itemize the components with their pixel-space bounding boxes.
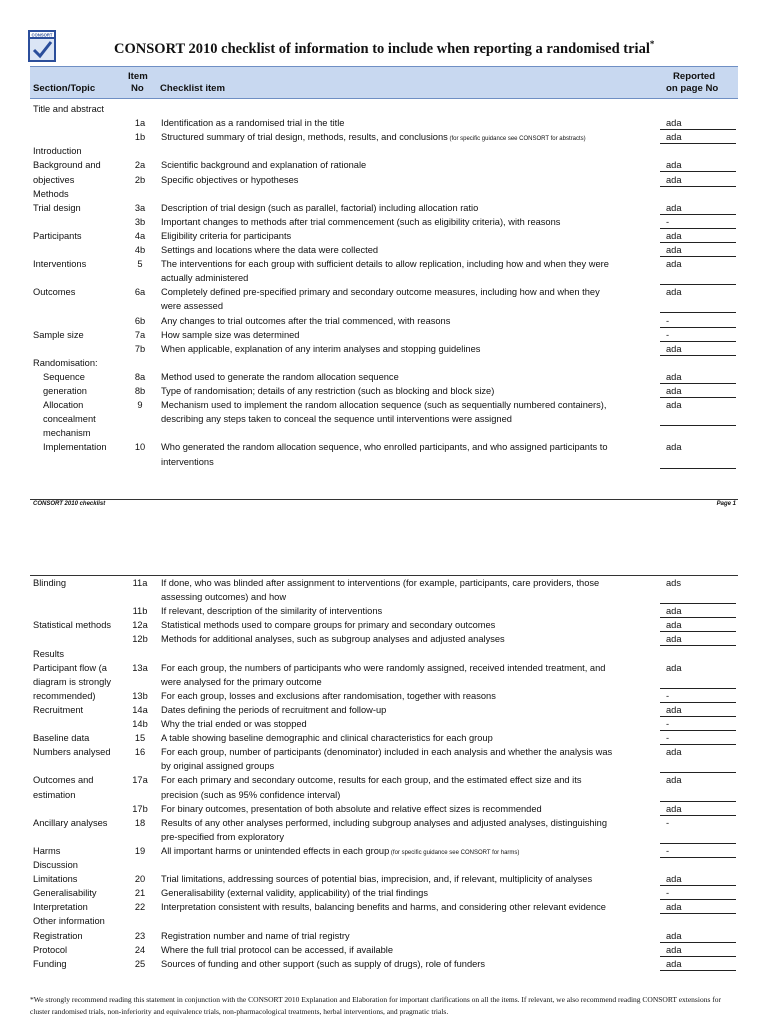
table-row bbox=[0, 914, 768, 928]
reported-page: ada bbox=[666, 386, 682, 396]
checklist-text bbox=[161, 215, 560, 229]
checklist-text-main: Methods for additional analyses, such as subgroup analyses and adjusted analyses bbox=[161, 634, 505, 645]
item-number: 15 bbox=[134, 733, 146, 744]
table-row bbox=[0, 440, 768, 454]
checklist-text bbox=[161, 299, 223, 313]
checklist-text-main: were assessed bbox=[161, 301, 224, 312]
checklist-text-main: by original assigned groups bbox=[161, 761, 275, 772]
section-label: Limitations bbox=[33, 874, 78, 885]
reported-page: ada bbox=[666, 704, 682, 715]
section-label: Title and abstract bbox=[33, 104, 104, 114]
logo-text: CONSORT bbox=[31, 32, 53, 38]
checklist-text bbox=[161, 328, 299, 342]
table-row bbox=[0, 370, 768, 384]
item-number: 13a bbox=[132, 662, 148, 673]
table-row bbox=[0, 675, 768, 689]
reported-rule bbox=[660, 970, 736, 971]
table-row bbox=[0, 647, 768, 661]
section-label: Methods bbox=[33, 188, 69, 199]
table-row bbox=[0, 844, 768, 858]
checklist-text bbox=[161, 802, 542, 816]
checklist-text-main: The interventions for each group with sufficient details to allow replication, including how and when they were bbox=[161, 259, 609, 270]
item-number: 23 bbox=[134, 930, 146, 941]
table-row bbox=[0, 201, 768, 215]
reported-page: ada bbox=[666, 606, 682, 617]
checklist-text-main: Type of randomisation; details of any restriction (such as blocking and block size) bbox=[161, 386, 495, 396]
table-row bbox=[0, 144, 768, 158]
item-number: 3b bbox=[134, 216, 146, 227]
section-label: Outcomes bbox=[33, 287, 76, 298]
section-label: generation bbox=[43, 386, 87, 396]
checklist-text-main: were analysed for the primary outcome bbox=[161, 676, 322, 687]
item-number: 9 bbox=[137, 400, 143, 411]
reported-page: ada bbox=[666, 902, 682, 913]
table-row bbox=[0, 858, 768, 872]
header-item-1: Item bbox=[128, 71, 148, 82]
section-label: Baseline data bbox=[33, 733, 90, 744]
checklist-text bbox=[161, 773, 581, 787]
section-label: Ancillary analyses bbox=[33, 817, 108, 828]
table-row bbox=[0, 816, 768, 830]
table-row bbox=[0, 173, 768, 187]
item-number: 4b bbox=[134, 245, 146, 255]
section-label: Numbers analysed bbox=[33, 747, 111, 758]
item-number: 1a bbox=[134, 118, 146, 129]
checklist-text bbox=[161, 384, 494, 398]
title-mark: * bbox=[649, 39, 655, 49]
item-number: 8b bbox=[134, 386, 146, 396]
table-row bbox=[0, 187, 768, 201]
table-row bbox=[0, 285, 768, 299]
checklist-text-main: Sources of funding and other support (such as supply of drugs), role of funders bbox=[161, 958, 486, 969]
table-header bbox=[30, 66, 738, 99]
item-number: 17b bbox=[132, 803, 148, 814]
checklist-text bbox=[161, 201, 478, 215]
checklist-text-main: If done, who was blinded after assignment to interventions (for example, participants, care providers, those bbox=[161, 578, 600, 588]
reported-page: - bbox=[666, 817, 670, 828]
checklist-text bbox=[161, 243, 378, 257]
section-label: Interpretation bbox=[33, 902, 88, 913]
item-number: 7a bbox=[134, 329, 146, 340]
item-number: 2a bbox=[134, 160, 146, 171]
section-label: Participant flow (a bbox=[33, 662, 107, 673]
checklist-text-main: Generalisability (external validity, applicability) of the trial findings bbox=[161, 888, 428, 899]
item-number: 22 bbox=[134, 902, 146, 913]
reported-page: ada bbox=[666, 202, 682, 213]
item-number: 13b bbox=[132, 690, 148, 701]
checklist-text bbox=[161, 816, 607, 830]
checklist-text bbox=[161, 943, 393, 957]
item-number: 5 bbox=[137, 259, 143, 270]
item-number: 8a bbox=[134, 371, 146, 382]
checklist-text-main: For each group, number of participants (denominator) included in each analysis and whether the analysis was bbox=[161, 747, 613, 758]
checklist-text-main: For each group, losses and exclusions after randomisation, together with reasons bbox=[161, 690, 496, 701]
checklist-text bbox=[161, 900, 606, 914]
checklist-text bbox=[161, 759, 274, 773]
reported-page: ada bbox=[666, 930, 682, 941]
checklist-text bbox=[161, 604, 382, 618]
checklist-text-main: Registration number and name of trial registry bbox=[161, 930, 350, 941]
reported-page: - bbox=[666, 733, 670, 744]
section-label: Harms bbox=[33, 845, 61, 856]
item-number: 10 bbox=[134, 442, 146, 453]
table-row bbox=[0, 215, 768, 229]
section-label: Allocation bbox=[43, 400, 84, 411]
checklist-text-main: Settings and locations where the data were collected bbox=[161, 245, 379, 255]
checklist-text-main: Eligibility criteria for participants bbox=[161, 230, 292, 241]
item-number: 12b bbox=[132, 634, 148, 645]
table-row bbox=[0, 271, 768, 285]
checklist-text bbox=[161, 173, 298, 187]
item-number: 11b bbox=[132, 606, 148, 617]
footer-rule bbox=[30, 499, 738, 500]
table-row bbox=[0, 299, 768, 313]
checklist-text bbox=[161, 689, 496, 703]
table-row bbox=[0, 412, 768, 426]
checklist-text-main: Results of any other analyses performed, including subgroup analyses and adjusted analyses, distinguishing bbox=[161, 817, 608, 828]
table-row bbox=[0, 703, 768, 717]
reported-page: - bbox=[666, 329, 670, 340]
checklist-text bbox=[161, 257, 609, 271]
table-row bbox=[0, 102, 768, 116]
reported-page: ada bbox=[666, 160, 682, 171]
section-label: Introduction bbox=[33, 146, 82, 157]
checklist-text-main: Completely defined pre-specified primary and secondary outcome measures, including how and when they bbox=[161, 287, 600, 298]
checklist-text-main: Any changes to trial outcomes after the trial commenced, with reasons bbox=[161, 315, 451, 326]
table-row bbox=[0, 632, 768, 646]
item-number: 18 bbox=[134, 817, 146, 828]
reported-page: ada bbox=[666, 662, 682, 673]
checklist-text-main: Mechanism used to implement the random allocation sequence (such as sequentially numbered containers), bbox=[161, 400, 607, 411]
title-text: CONSORT 2010 checklist of information to include when reporting a randomised trial bbox=[114, 40, 650, 57]
header-reported-2: on page No bbox=[666, 83, 719, 94]
checklist-text bbox=[161, 872, 592, 886]
item-number: 4a bbox=[134, 230, 146, 241]
checklist-text-main: For each primary and secondary outcome, results for each group, and the estimated effect size and its bbox=[161, 775, 582, 786]
item-number: 14b bbox=[132, 719, 148, 729]
reported-page: - bbox=[666, 690, 670, 701]
table-row bbox=[0, 328, 768, 342]
table-row bbox=[0, 759, 768, 773]
checklist-text-main: Dates defining the periods of recruitment and follow-up bbox=[161, 704, 387, 715]
checklist-text-main: Description of trial design (such as parallel, factorial) including allocation ratio bbox=[161, 202, 479, 213]
table-row bbox=[0, 661, 768, 675]
table-row bbox=[0, 943, 768, 957]
reported-page: ada bbox=[666, 343, 682, 354]
section-label: Results bbox=[33, 648, 65, 659]
item-number: 16 bbox=[134, 747, 146, 758]
section-label: Trial design bbox=[33, 202, 81, 213]
table-row bbox=[0, 788, 768, 802]
section-label: Interventions bbox=[33, 259, 87, 270]
checklist-text-main: Why the trial ended or was stopped bbox=[161, 719, 307, 729]
table-row bbox=[0, 257, 768, 271]
checklist-text bbox=[161, 285, 600, 299]
table-row bbox=[0, 745, 768, 759]
checklist-text-main: pre-specified from exploratory bbox=[161, 831, 284, 842]
table-row bbox=[0, 802, 768, 816]
reported-page: ada bbox=[666, 118, 682, 129]
item-number: 25 bbox=[134, 958, 146, 969]
item-number: 14a bbox=[132, 704, 148, 715]
checklist-text-main: For binary outcomes, presentation of both absolute and relative effect sizes is recommended bbox=[161, 803, 542, 814]
reported-page: - bbox=[666, 315, 670, 326]
checklist-text-main: Scientific background and explanation of rationale bbox=[161, 160, 367, 171]
checklist-text-main: Method used to generate the random allocation sequence bbox=[161, 371, 399, 382]
checklist-text-main: Specific objectives or hypotheses bbox=[161, 174, 299, 185]
item-number: 11a bbox=[132, 578, 148, 588]
table-row bbox=[0, 398, 768, 412]
checklist-text bbox=[161, 158, 366, 172]
header-section: Section/Topic bbox=[33, 83, 96, 94]
section-label: Protocol bbox=[33, 944, 68, 955]
section-label: objectives bbox=[33, 174, 75, 185]
checklist-text-main: Where the full trial protocol can be accessed, if available bbox=[161, 944, 394, 955]
table-row bbox=[0, 384, 768, 398]
table-row bbox=[0, 243, 768, 257]
checklist-text bbox=[161, 271, 248, 285]
table-row bbox=[0, 929, 768, 943]
table-row bbox=[0, 342, 768, 356]
checklist-text-main: When applicable, explanation of any interim analyses and stopping guidelines bbox=[161, 343, 481, 354]
checklist-text bbox=[161, 116, 344, 130]
reported-page: ada bbox=[666, 287, 682, 298]
reported-page: ada bbox=[666, 874, 682, 885]
reported-page: ada bbox=[666, 775, 682, 786]
consort-logo bbox=[28, 30, 56, 62]
table-row bbox=[0, 618, 768, 632]
section-label: Sequence bbox=[43, 371, 85, 382]
item-number: 1b bbox=[134, 132, 146, 143]
checklist-text-main: Statistical methods used to compare groups for primary and secondary outcomes bbox=[161, 620, 496, 631]
table-row bbox=[0, 455, 768, 469]
reported-page: - bbox=[666, 888, 670, 899]
table-row bbox=[0, 130, 768, 144]
checklist-text-main: interventions bbox=[161, 456, 214, 467]
footer-left: CONSORT 2010 checklist bbox=[33, 501, 106, 507]
checklist-text bbox=[161, 830, 284, 844]
section-label: Implementation bbox=[43, 442, 107, 453]
checklist-text bbox=[161, 618, 495, 632]
section-label: Registration bbox=[33, 930, 83, 941]
checklist-text-main: precision (such as 95% confidence interval) bbox=[161, 789, 341, 800]
item-number: 20 bbox=[134, 874, 146, 885]
checklist-text-note: (for specific guidance see CONSORT for abstracts) bbox=[447, 136, 586, 143]
section-label: Participants bbox=[33, 230, 82, 241]
section-label: Other information bbox=[33, 916, 105, 927]
reported-page: ada bbox=[666, 132, 682, 143]
table-row bbox=[0, 158, 768, 172]
reported-page: ads bbox=[666, 578, 681, 588]
checklist-text bbox=[161, 745, 612, 759]
item-number: 17a bbox=[132, 775, 148, 786]
checklist-text-main: All important harms or unintended effects in each group bbox=[161, 845, 390, 856]
item-number: 24 bbox=[134, 944, 146, 955]
checklist-text-main: Identification as a randomised trial in the title bbox=[161, 118, 345, 129]
checklist-text-main: Important changes to methods after trial commencement (such as eligibility criteria), with reasons bbox=[161, 216, 561, 227]
reported-page: ada bbox=[666, 442, 682, 453]
reported-page: ada bbox=[666, 371, 682, 382]
checklist-text bbox=[161, 342, 480, 356]
section-label: Background and bbox=[33, 160, 101, 171]
checklist-text-main: actually administered bbox=[161, 273, 249, 284]
table-row bbox=[0, 731, 768, 745]
checklist-text bbox=[161, 440, 608, 454]
section-label: recommended) bbox=[33, 690, 96, 701]
checklist-text bbox=[161, 370, 399, 384]
table-row bbox=[0, 426, 768, 440]
checklist-text-main: Structured summary of trial design, methods, results, and conclusions bbox=[161, 132, 448, 143]
table-row bbox=[0, 900, 768, 914]
checklist-text bbox=[161, 590, 286, 604]
header-reported-1: Reported bbox=[673, 71, 716, 82]
table-row bbox=[0, 590, 768, 604]
reported-page: ada bbox=[666, 944, 682, 955]
checklist-text bbox=[161, 661, 605, 675]
item-number: 3a bbox=[134, 202, 146, 213]
table-row bbox=[0, 717, 768, 731]
page-title bbox=[114, 39, 654, 58]
checklist-text bbox=[161, 788, 340, 802]
checklist-text-main: How sample size was determined bbox=[161, 329, 300, 340]
checklist-text bbox=[161, 398, 606, 412]
table-row bbox=[0, 872, 768, 886]
footnote: *We strongly recommend reading this statement in conjunction with the CONSORT 2010 Explanation and Elaboration for important clarifications on all the items. If relevant, we also recommend reading CONSORT extensions for cluster randomised trials, non-inferiority and equivalence trials, non-pharmacological treatments, herbal interventions, and pragmatic trials. bbox=[30, 995, 721, 1016]
checklist-text bbox=[161, 455, 214, 469]
checklist-text-main: For each group, the numbers of participants who were randomly assigned, received intended treatment, and bbox=[161, 662, 606, 673]
checklist-text bbox=[161, 314, 450, 328]
table-row bbox=[0, 689, 768, 703]
table-row bbox=[0, 830, 768, 844]
checklist-text bbox=[161, 675, 322, 689]
checklist-text bbox=[161, 703, 386, 717]
section-label: Discussion bbox=[33, 860, 78, 870]
table-row bbox=[0, 957, 768, 971]
checklist-text-main: A table showing baseline demographic and clinical characteristics for each group bbox=[161, 733, 493, 744]
table-row bbox=[0, 229, 768, 243]
checklist-text-main: assessing outcomes) and how bbox=[161, 592, 287, 603]
section-label: Recruitment bbox=[33, 704, 84, 715]
checklist-text-main: Interpretation consistent with results, balancing benefits and harms, and considering other relevant evidence bbox=[161, 902, 606, 913]
section-label: estimation bbox=[33, 789, 76, 800]
reported-page: ada bbox=[666, 958, 682, 969]
table-row bbox=[0, 604, 768, 618]
reported-page: ada bbox=[666, 620, 682, 631]
footer-right: Page 1 bbox=[716, 501, 736, 507]
section-label: Sample size bbox=[33, 329, 84, 340]
checklist-text-note: (for specific guidance see CONSORT for harms) bbox=[389, 849, 520, 856]
reported-page: - bbox=[666, 845, 670, 856]
header-item-2: No bbox=[131, 83, 144, 94]
reported-page: ada bbox=[666, 230, 682, 241]
section-label: concealment bbox=[43, 414, 96, 425]
reported-page: ada bbox=[666, 634, 682, 645]
item-number: 2b bbox=[134, 174, 146, 185]
table-row bbox=[0, 356, 768, 370]
checklist-text bbox=[161, 412, 512, 426]
checklist-text bbox=[161, 576, 599, 590]
reported-page: ada bbox=[666, 400, 682, 411]
checklist-text bbox=[161, 229, 291, 243]
item-number: 6a bbox=[134, 287, 146, 298]
header-checklist: Checklist item bbox=[160, 83, 226, 94]
table-row bbox=[0, 314, 768, 328]
reported-page: ada bbox=[666, 803, 682, 814]
section-label: diagram is strongly bbox=[33, 676, 112, 687]
checklist-text bbox=[161, 886, 428, 900]
reported-page: ada bbox=[666, 174, 682, 185]
checklist-text bbox=[161, 929, 350, 943]
checklist-text bbox=[161, 717, 307, 731]
item-number: 12a bbox=[132, 620, 148, 631]
section-label: mechanism bbox=[43, 428, 91, 439]
section-label: Blinding bbox=[33, 578, 67, 588]
reported-page: - bbox=[666, 216, 670, 227]
reported-page: ada bbox=[666, 747, 682, 758]
table-row bbox=[0, 116, 768, 130]
checklist-text-main: If relevant, description of the similarity of interventions bbox=[161, 606, 383, 617]
table-row bbox=[0, 576, 768, 590]
section-label: Randomisation: bbox=[33, 357, 98, 368]
item-number: 6b bbox=[134, 315, 146, 326]
section-label: Generalisability bbox=[33, 888, 97, 899]
table-row bbox=[0, 886, 768, 900]
checklist-text-main: Trial limitations, addressing sources of potential bias, imprecision, and, if relevant, multiplicity of analyses bbox=[161, 874, 593, 885]
item-number: 7b bbox=[134, 343, 146, 354]
checklist-text-main: describing any steps taken to conceal the sequence until interventions were assigned bbox=[161, 414, 512, 425]
section-label: Funding bbox=[33, 958, 67, 969]
section-label: Statistical methods bbox=[33, 620, 112, 631]
section-label: Outcomes and bbox=[33, 775, 94, 786]
checklist-text-main: Who generated the random allocation sequence, who enrolled participants, and who assigned participants to bbox=[161, 442, 608, 453]
item-number: 21 bbox=[134, 888, 146, 899]
checklist-text bbox=[161, 731, 493, 745]
reported-page: - bbox=[666, 719, 670, 729]
table-row bbox=[0, 773, 768, 787]
reported-page: ada bbox=[666, 245, 682, 255]
item-number: 19 bbox=[134, 845, 146, 856]
checklist-text bbox=[161, 632, 505, 646]
checklist-text bbox=[161, 957, 485, 971]
reported-page: ada bbox=[666, 259, 682, 270]
